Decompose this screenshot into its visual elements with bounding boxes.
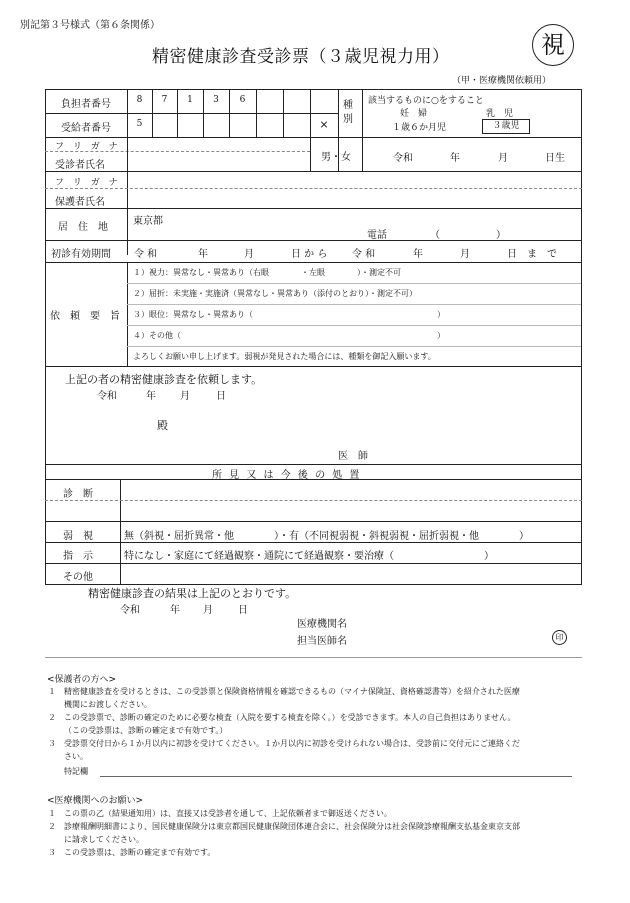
beneficiary-digit[interactable]: 5 bbox=[136, 119, 143, 129]
address-label: 居 住 地 bbox=[58, 222, 108, 233]
phone-open: （ bbox=[430, 230, 440, 241]
amblyopia-label: 弱 視 bbox=[63, 531, 93, 542]
diagnosis-label: 診 断 bbox=[63, 489, 93, 500]
request-item-vision[interactable]: １）視力：異常なし・異常あり（右眼 ・左眼 ）・測定不可 bbox=[133, 268, 401, 277]
guardian-furigana-label: フ リ ガ ナ bbox=[55, 178, 121, 188]
birth-era: 令和 bbox=[393, 153, 413, 164]
type-option-infant[interactable]: 乳 児 bbox=[486, 109, 514, 119]
burden-digit[interactable]: 8 bbox=[136, 95, 143, 105]
validity-from-year: 年 bbox=[198, 249, 208, 260]
type-option-3-years[interactable]: ３歳児 bbox=[482, 119, 530, 134]
beneficiary-number-label: 受給者番号 bbox=[61, 123, 111, 134]
guardian-note-line: 受診票交付日から１か月以内に初診を受けてください。１か月以内に初診を受けられない場合は、受診前に交付元にご連絡くだ bbox=[64, 739, 520, 748]
type-option-18-months[interactable]: １歳６か月児 bbox=[392, 123, 447, 133]
validity-to-day: 日 ま で bbox=[507, 249, 557, 260]
phone-label: 電話 bbox=[367, 230, 387, 241]
referral-date-day: 日 bbox=[216, 391, 226, 402]
findings-header: 所 見 又 は 今 後 の 処 置 bbox=[212, 470, 362, 481]
result-date-era: 令和 bbox=[120, 605, 140, 616]
section-divider bbox=[45, 657, 582, 658]
validity-to-era: 令 和 bbox=[352, 249, 376, 260]
seal-mark: 印 bbox=[552, 630, 567, 645]
institution-name-label: 医療機関名 bbox=[297, 619, 347, 630]
institution-note-line: に請求してください。 bbox=[64, 835, 144, 844]
burden-digit[interactable]: 7 bbox=[161, 95, 168, 105]
amblyopia-value[interactable]: 無（斜視・屈折異常・他 ）・有（不同視弱視・斜視弱視・屈折弱視・他 ） bbox=[124, 531, 529, 542]
result-date-year: 年 bbox=[170, 605, 180, 616]
institution-note-number: ３ bbox=[48, 848, 56, 857]
validity-to-month: 月 bbox=[460, 249, 470, 260]
institution-note-line: 診療報酬明細書により、国民健康保険分は東京都国民健康保険団体連合会に、社会保険分は社会保険診療報酬支払基金東京支部 bbox=[64, 822, 520, 831]
referral-date-month: 月 bbox=[180, 391, 190, 402]
birth-month: 月 bbox=[498, 153, 508, 164]
burden-digit[interactable]: 1 bbox=[187, 95, 193, 105]
form-subtitle: （甲・医療機関依頼用） bbox=[452, 76, 552, 86]
referral-statement: 上記の者の精密健康診査を依頼します。 bbox=[65, 373, 263, 386]
burden-number-label: 負担者番号 bbox=[61, 99, 111, 110]
visual-stamp: 視 bbox=[532, 24, 574, 66]
remarks-label: 特記欄 bbox=[64, 767, 88, 776]
remarks-line[interactable] bbox=[100, 776, 572, 777]
form-number: 別記第３号様式（第６条関係） bbox=[20, 20, 160, 31]
institution-notes-header: <医療機関へのお願い> bbox=[47, 796, 144, 806]
other-label: その他 bbox=[63, 572, 93, 583]
birth-year: 年 bbox=[450, 153, 460, 164]
guardian-notes-header: <保護者の方へ> bbox=[47, 675, 117, 685]
beneficiary-mark: × bbox=[319, 118, 329, 131]
institution-note-line: この票の乙（結果通知用）は、直接又は受診者を通して、上記依頼者まで御返送ください。 bbox=[64, 809, 392, 818]
request-closing: よろしくお願い申し上げます。弱視が発見された場合には、種類を御記入願います。 bbox=[133, 352, 436, 361]
validity-from-era: 令 和 bbox=[134, 249, 158, 260]
validity-from-day: 日 か ら bbox=[291, 249, 328, 260]
guardian-note-line: （この受診票は、診断の確定まで有効です。） bbox=[64, 726, 228, 735]
instruction-label: 指 示 bbox=[63, 551, 93, 562]
validity-label: 初診有効期間 bbox=[51, 249, 111, 260]
physician-name-label: 担当医師名 bbox=[297, 636, 347, 647]
request-item-other[interactable]: ４）その他（ ） bbox=[133, 331, 445, 340]
institution-note-number: ２ bbox=[48, 822, 56, 831]
examinee-name-label: 受診者氏名 bbox=[55, 160, 105, 171]
burden-digit[interactable]: 3 bbox=[213, 95, 219, 105]
type-note: 該当するものに○をすること bbox=[368, 96, 484, 106]
guardian-note-number: １ bbox=[48, 687, 56, 696]
validity-to-year: 年 bbox=[413, 249, 423, 260]
guardian-note-line: さい。 bbox=[64, 752, 88, 761]
institution-note-number: １ bbox=[48, 809, 56, 818]
page-title: 精密健康診査受診票（３歳児視力用） bbox=[152, 47, 450, 67]
guardian-note-number: ２ bbox=[48, 713, 56, 722]
guardian-note-line: 機関にお渡しください。 bbox=[64, 700, 152, 709]
institution-note-line: この受診票は、診断の確定まで有効です。 bbox=[64, 848, 216, 857]
instruction-value[interactable]: 特になし・家庭にて経過観察・通院にて経過観察・要治療（ ） bbox=[124, 551, 494, 562]
guardian-name-label: 保護者氏名 bbox=[55, 197, 105, 208]
referral-doctor-label: 医 師 bbox=[338, 451, 368, 462]
request-item-refraction[interactable]: ２）屈折：未実施・実施済（異常なし・異常あり（添付のとおり）・測定不可） bbox=[133, 289, 417, 298]
burden-digit[interactable]: 6 bbox=[239, 95, 246, 105]
guardian-note-line: 精密健康診査を受けるときは、この受診票と保険資格情報を確認できるもの（マイナ保険証、資格確認書等）を紹介された医療 bbox=[64, 687, 520, 696]
sex-selector[interactable]: 男・女 bbox=[321, 152, 351, 163]
request-label: 依 頼 要 旨 bbox=[50, 311, 120, 322]
type-label: 種別 bbox=[343, 100, 353, 125]
request-item-alignment[interactable]: ３）眼位：異常なし・異常あり（ ） bbox=[133, 310, 445, 319]
referral-date-year: 年 bbox=[146, 391, 156, 402]
phone-close: ） bbox=[496, 230, 506, 241]
furigana-label: フ リ ガ ナ bbox=[55, 142, 121, 152]
guardian-note-line: この受診票で、診断の確定のために必要な検査（入院を要する検査を除く。）を受診できます。本人の自己負担はありません。 bbox=[64, 713, 516, 722]
result-date-day: 日 bbox=[238, 605, 248, 616]
result-statement: 精密健康診査の結果は上記のとおりです。 bbox=[88, 587, 297, 600]
result-date-month: 月 bbox=[203, 605, 213, 616]
referral-addressee: 殿 bbox=[157, 419, 168, 432]
referral-date-era: 令和 bbox=[97, 391, 117, 402]
birth-day: 日生 bbox=[545, 153, 565, 164]
guardian-note-number: ３ bbox=[48, 739, 56, 748]
validity-from-month: 月 bbox=[244, 249, 254, 260]
type-option-pregnant[interactable]: 妊 婦 bbox=[400, 109, 428, 119]
address-value[interactable]: 東京都 bbox=[133, 216, 163, 227]
